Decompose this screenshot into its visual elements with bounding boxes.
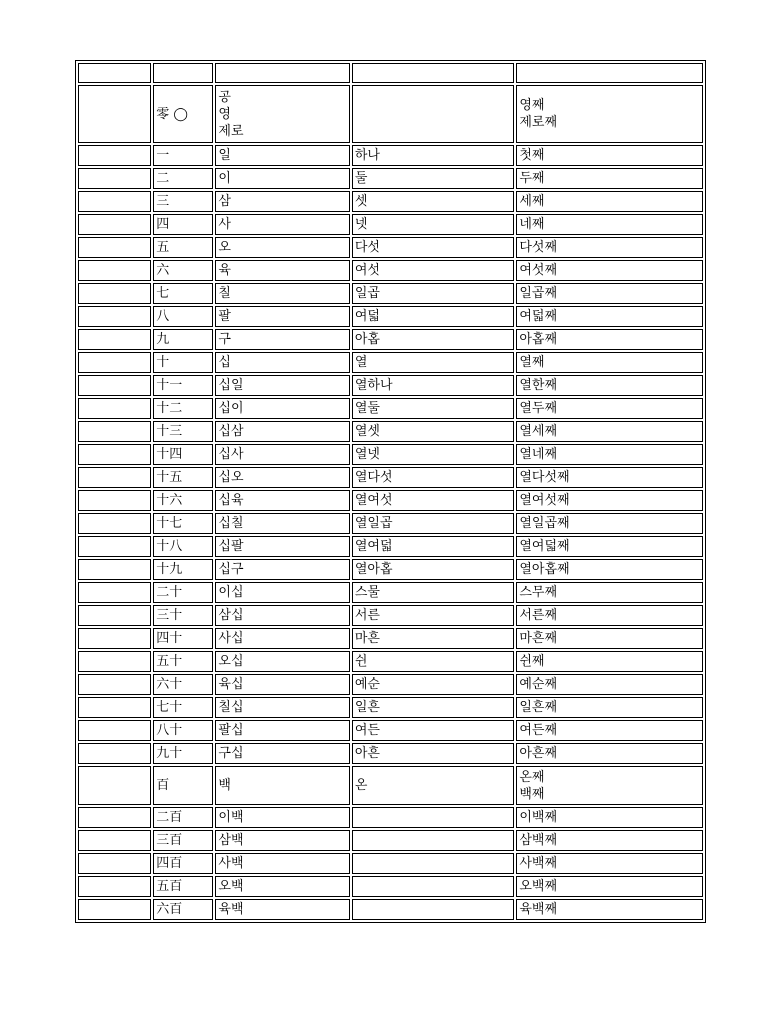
table-cell: 여든째 [516, 720, 703, 741]
table-cell [78, 444, 151, 465]
table-row [78, 375, 703, 396]
table-cell: 열 [352, 352, 515, 373]
table-cell: 一 [153, 145, 213, 166]
table-cell: 아흔 [352, 743, 515, 764]
table-row [78, 283, 703, 304]
table-cell: 열여덟째 [516, 536, 703, 557]
table-cell: 사십 [215, 628, 349, 649]
table-cell: 삼 [215, 191, 349, 212]
table-cell: 十六 [153, 490, 213, 511]
table-cell: 여섯째 [516, 260, 703, 281]
table-cell [78, 467, 151, 488]
table-cell: 일 [215, 145, 349, 166]
table-cell: 하나 [352, 145, 515, 166]
table-cell [352, 807, 515, 828]
table-row [78, 421, 703, 442]
table-row [78, 85, 703, 143]
table-row [78, 605, 703, 626]
table-row [78, 329, 703, 350]
table-body [78, 63, 703, 920]
table-row [78, 697, 703, 718]
table-cell [153, 63, 213, 83]
table-cell: 십구 [215, 559, 349, 580]
table-cell: 십칠 [215, 513, 349, 534]
table-cell: 사 [215, 214, 349, 235]
table-cell: 예순 [352, 674, 515, 695]
table-cell [78, 260, 151, 281]
table-cell: 스물 [352, 582, 515, 603]
table-cell: 일곱 [352, 283, 515, 304]
table-cell: 십 [215, 352, 349, 373]
table-cell [78, 766, 151, 805]
table-cell: 일흔 [352, 697, 515, 718]
table-cell [78, 214, 151, 235]
table-cell [78, 651, 151, 672]
table-row [78, 237, 703, 258]
table-cell: 이백째 [516, 807, 703, 828]
table-row [78, 467, 703, 488]
table-cell [78, 899, 151, 920]
table-cell [352, 899, 515, 920]
table-cell: 영째 제로째 [516, 85, 703, 143]
table-row [78, 145, 703, 166]
table-cell: 마흔째 [516, 628, 703, 649]
table-cell [78, 559, 151, 580]
table-cell: 십육 [215, 490, 349, 511]
table-cell [78, 375, 151, 396]
table-row [78, 651, 703, 672]
table-cell: 열여덟 [352, 536, 515, 557]
table-cell: 오십 [215, 651, 349, 672]
table-row [78, 720, 703, 741]
table-row [78, 674, 703, 695]
table-row [78, 444, 703, 465]
table-cell: 스무째 [516, 582, 703, 603]
table-cell: 四百 [153, 853, 213, 874]
table-cell [78, 743, 151, 764]
table-cell [78, 329, 151, 350]
table-cell: 열일곱 [352, 513, 515, 534]
table-cell: 열째 [516, 352, 703, 373]
table-cell: 이십 [215, 582, 349, 603]
table-cell: 넷 [352, 214, 515, 235]
table-cell: 여섯 [352, 260, 515, 281]
table-cell: 열다섯 [352, 467, 515, 488]
table-cell: 서른 [352, 605, 515, 626]
table-cell [78, 536, 151, 557]
table-row [78, 536, 703, 557]
table-cell [78, 398, 151, 419]
table-cell: 여덟 [352, 306, 515, 327]
table-cell: 八 [153, 306, 213, 327]
table-cell [352, 63, 515, 83]
table-cell: 오백째 [516, 876, 703, 897]
table-cell: 十七 [153, 513, 213, 534]
table-row [78, 352, 703, 373]
table-cell: 팔 [215, 306, 349, 327]
table-cell: 공 영 제로 [215, 85, 349, 143]
table-cell: 서른째 [516, 605, 703, 626]
table-row [78, 490, 703, 511]
table-cell: 四 [153, 214, 213, 235]
table-cell [78, 807, 151, 828]
table-row [78, 876, 703, 897]
table-row [78, 398, 703, 419]
table-cell [78, 674, 151, 695]
table-cell: 사백째 [516, 853, 703, 874]
table-cell [78, 306, 151, 327]
table-cell: 七十 [153, 697, 213, 718]
table-cell: 팔십 [215, 720, 349, 741]
table-cell: 구십 [215, 743, 349, 764]
table-cell: 열다섯째 [516, 467, 703, 488]
table-cell: 십이 [215, 398, 349, 419]
table-cell: 구 [215, 329, 349, 350]
table-row [78, 807, 703, 828]
table-row [78, 766, 703, 805]
table-cell: 二百 [153, 807, 213, 828]
table-cell: 零 ◯ [153, 85, 213, 143]
table-cell: 삼백 [215, 830, 349, 851]
table-cell: 사백 [215, 853, 349, 874]
table-cell [352, 85, 515, 143]
table-cell [215, 63, 349, 83]
table-cell: 쉰 [352, 651, 515, 672]
table-cell [352, 876, 515, 897]
table-cell: 열네째 [516, 444, 703, 465]
table-cell: 六百 [153, 899, 213, 920]
table-cell: 열여섯 [352, 490, 515, 511]
table-cell: 여덟째 [516, 306, 703, 327]
table-cell: 이백 [215, 807, 349, 828]
table-cell [352, 830, 515, 851]
table-cell [78, 513, 151, 534]
table-row [78, 63, 703, 83]
table-cell: 다섯 [352, 237, 515, 258]
table-cell: 십일 [215, 375, 349, 396]
table-cell: 오백 [215, 876, 349, 897]
table-cell: 아홉째 [516, 329, 703, 350]
table-row [78, 582, 703, 603]
table-cell: 三百 [153, 830, 213, 851]
table-cell: 십팔 [215, 536, 349, 557]
table-cell: 온째 백째 [516, 766, 703, 805]
table-cell: 열여섯째 [516, 490, 703, 511]
table-cell: 열아홉째 [516, 559, 703, 580]
table-cell: 三十 [153, 605, 213, 626]
table-row [78, 260, 703, 281]
table-cell: 두째 [516, 168, 703, 189]
table-cell: 십오 [215, 467, 349, 488]
table-cell: 六十 [153, 674, 213, 695]
table-cell: 이 [215, 168, 349, 189]
table-cell [78, 168, 151, 189]
table-cell: 十九 [153, 559, 213, 580]
table-cell: 열두째 [516, 398, 703, 419]
table-cell: 첫째 [516, 145, 703, 166]
table-cell: 오 [215, 237, 349, 258]
table-cell [78, 352, 151, 373]
table-cell [78, 605, 151, 626]
table-row [78, 743, 703, 764]
table-cell: 다섯째 [516, 237, 703, 258]
table-row [78, 628, 703, 649]
table-cell: 백 [215, 766, 349, 805]
table-cell: 일흔째 [516, 697, 703, 718]
table-cell: 온 [352, 766, 515, 805]
table-cell [352, 853, 515, 874]
table-cell: 열아홉 [352, 559, 515, 580]
table-cell: 五 [153, 237, 213, 258]
table-cell: 열셋 [352, 421, 515, 442]
table-cell [78, 697, 151, 718]
table-cell [78, 63, 151, 83]
table-cell: 열일곱째 [516, 513, 703, 534]
table-cell: 둘 [352, 168, 515, 189]
table-cell: 열하나 [352, 375, 515, 396]
table-cell [78, 237, 151, 258]
table-cell [78, 145, 151, 166]
table-cell: 삼십 [215, 605, 349, 626]
table-cell: 八十 [153, 720, 213, 741]
table-cell: 二十 [153, 582, 213, 603]
table-cell: 아흔째 [516, 743, 703, 764]
table-cell [78, 490, 151, 511]
table-cell: 열한째 [516, 375, 703, 396]
table-cell: 육 [215, 260, 349, 281]
table-cell: 쉰째 [516, 651, 703, 672]
table-cell [78, 582, 151, 603]
table-cell [78, 720, 151, 741]
table-cell: 육십 [215, 674, 349, 695]
table-cell: 칠 [215, 283, 349, 304]
table-cell: 十五 [153, 467, 213, 488]
table-cell: 九 [153, 329, 213, 350]
table-cell: 十 [153, 352, 213, 373]
table-row [78, 853, 703, 874]
table-cell [78, 853, 151, 874]
table-cell: 일곱째 [516, 283, 703, 304]
table-cell: 三 [153, 191, 213, 212]
table-cell: 열넷 [352, 444, 515, 465]
table-cell [78, 283, 151, 304]
table-row [78, 306, 703, 327]
table-cell: 十八 [153, 536, 213, 557]
table-row [78, 899, 703, 920]
table-cell: 十四 [153, 444, 213, 465]
table-cell [78, 830, 151, 851]
table-cell: 육백 [215, 899, 349, 920]
table-cell: 四十 [153, 628, 213, 649]
table-cell: 五十 [153, 651, 213, 672]
table-cell: 세째 [516, 191, 703, 212]
table-cell: 마흔 [352, 628, 515, 649]
table-cell: 七 [153, 283, 213, 304]
table-cell [78, 628, 151, 649]
table-cell: 五百 [153, 876, 213, 897]
table-cell: 삼백째 [516, 830, 703, 851]
table-cell: 百 [153, 766, 213, 805]
table-cell [78, 421, 151, 442]
table-cell: 열세째 [516, 421, 703, 442]
table-cell: 네째 [516, 214, 703, 235]
table-cell: 六 [153, 260, 213, 281]
table-cell: 十三 [153, 421, 213, 442]
table-cell [516, 63, 703, 83]
table-cell: 二 [153, 168, 213, 189]
table-cell: 아홉 [352, 329, 515, 350]
korean-numbers-table [75, 60, 706, 923]
table-cell: 十二 [153, 398, 213, 419]
table-row [78, 559, 703, 580]
table-cell: 십사 [215, 444, 349, 465]
table-cell: 셋 [352, 191, 515, 212]
table-row [78, 830, 703, 851]
table-cell [78, 85, 151, 143]
table-cell: 칠십 [215, 697, 349, 718]
table-cell: 九十 [153, 743, 213, 764]
table-cell: 十一 [153, 375, 213, 396]
table-cell [78, 876, 151, 897]
table-cell: 예순째 [516, 674, 703, 695]
table-cell: 여든 [352, 720, 515, 741]
table-row [78, 513, 703, 534]
table-cell: 열둘 [352, 398, 515, 419]
table-cell: 육백째 [516, 899, 703, 920]
table-row [78, 168, 703, 189]
table-cell [78, 191, 151, 212]
table-row [78, 214, 703, 235]
table-cell: 십삼 [215, 421, 349, 442]
table-row [78, 191, 703, 212]
